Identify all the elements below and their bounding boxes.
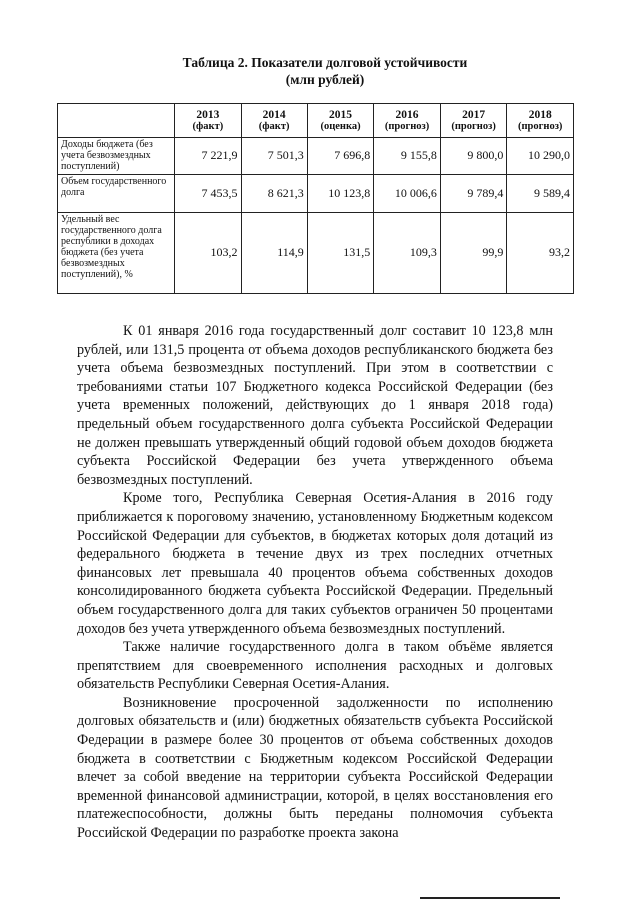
table-header-row [58, 104, 574, 138]
table-cell: 7 501,3 [241, 138, 307, 175]
table-cell: 7 221,9 [175, 138, 241, 175]
table-cell: 9 800,0 [440, 138, 507, 175]
paragraph: Кроме того, Республика Северная Осетия-Алания в 2016 году приближается к пороговому значению, установленному Бюджетным кодексом Российской Федерации для субъектов, в бюджетах которых доля дотаций из федерального бюджета в течение двух из трех последних отчетных финансовых лет превышала 40 процентов объема собственных доходов консолидированного бюджета субъекта Российской Федерации. Предельный объем государственного долга для таких субъектов ограничен 50 процентами доходов без учета утвержденного объема безвозмездных поступлений. [77, 490, 553, 637]
table-cell: 7 453,5 [175, 175, 241, 213]
table-cell: 114,9 [241, 213, 307, 294]
header-cell [175, 104, 241, 138]
paragraph: Возникновение просроченной задолженности по исполнению долговых обязательств и (или) бюджетных обязательств субъекта Российской Федерации в размере более 30 процентов от объема собственных доходов бюджета в соответствии с Бюджетным кодексом Российской Федерации влечет за собой введение на территории субъекта Российской Федерации временной финансовой администрации, которой, в целях восстановления его платежеспособности, должны быть переданы полномочия субъекта Российской Федерации по разработке проекта закона [77, 694, 553, 842]
footer-divider [420, 897, 560, 899]
header-year: 2014 [262, 108, 286, 121]
table-row [58, 175, 574, 213]
paragraph: Также наличие государственного долга в таком объёме является препятствием для своевременного исполнения расходных и долговых обязательств Республики Северная Осетия-Алания. [77, 639, 553, 693]
header-note: (прогноз) [384, 120, 430, 132]
table-cell: 10 006,6 [374, 175, 441, 213]
header-cell [507, 104, 574, 138]
header-year: 2016 [395, 108, 419, 121]
table-row [58, 213, 574, 294]
table-cell: 109,3 [374, 213, 441, 294]
table-cell: 8 621,3 [241, 175, 307, 213]
header-cell [307, 104, 373, 138]
table-cell: 9 155,8 [374, 138, 441, 175]
table-cell: 103,2 [175, 213, 241, 294]
header-year: 2018 [528, 108, 552, 121]
header-cell [241, 104, 307, 138]
table-cell: 93,2 [507, 213, 574, 294]
header-year: 2015 [329, 108, 353, 121]
row-label: Доходы бюджета (без учета безвозмездных поступлений) [58, 138, 175, 175]
table-cell: 7 696,8 [307, 138, 373, 175]
body-text [77, 322, 553, 843]
table-cell: 9 789,4 [440, 175, 507, 213]
header-note: (оценка) [320, 120, 361, 132]
debt-sustainability-table [57, 103, 574, 294]
table-subtitle: (млн рублей) [285, 72, 365, 87]
table-cell: 9 589,4 [507, 175, 574, 213]
header-note: (факт) [192, 120, 224, 132]
row-label: Удельный вес государственного долга республики в доходах бюджета (без учета безвозмездных поступлений), % [58, 213, 175, 294]
header-note: (прогноз) [451, 120, 496, 132]
header-empty-cell [58, 104, 175, 138]
table-row [58, 138, 574, 175]
header-year: 2017 [462, 108, 486, 121]
table-cell: 99,9 [440, 213, 507, 294]
header-note: (факт) [258, 120, 290, 132]
header-cell [440, 104, 507, 138]
table-title-block [0, 54, 640, 88]
header-cell [374, 104, 441, 138]
table-cell: 10 123,8 [307, 175, 373, 213]
table-cell: 131,5 [307, 213, 373, 294]
row-label: Объем государственного долга [58, 175, 175, 213]
header-year: 2013 [196, 108, 220, 121]
header-note: (прогноз) [517, 120, 563, 132]
table-title: Таблица 2. Показатели долговой устойчивости [182, 55, 468, 70]
paragraph: К 01 января 2016 года государственный долг составит 10 123,8 млн рублей, или 131,5 процента от объема доходов республиканского бюджета без учета объема безвозмездных поступлений. При этом в соответствии с требованиями статьи 107 Бюджетного кодекса Российской Федерации (без учета временных положений, действующих до 1 января 2018 года) предельный объем государственного долга субъекта Российской Федерации не должен превышать утвержденный общий годовой объем доходов бюджета субъекта Российской Федерации без учета утвержденного объема безвозмездных поступлений. [77, 323, 553, 488]
table-cell: 10 290,0 [507, 138, 574, 175]
